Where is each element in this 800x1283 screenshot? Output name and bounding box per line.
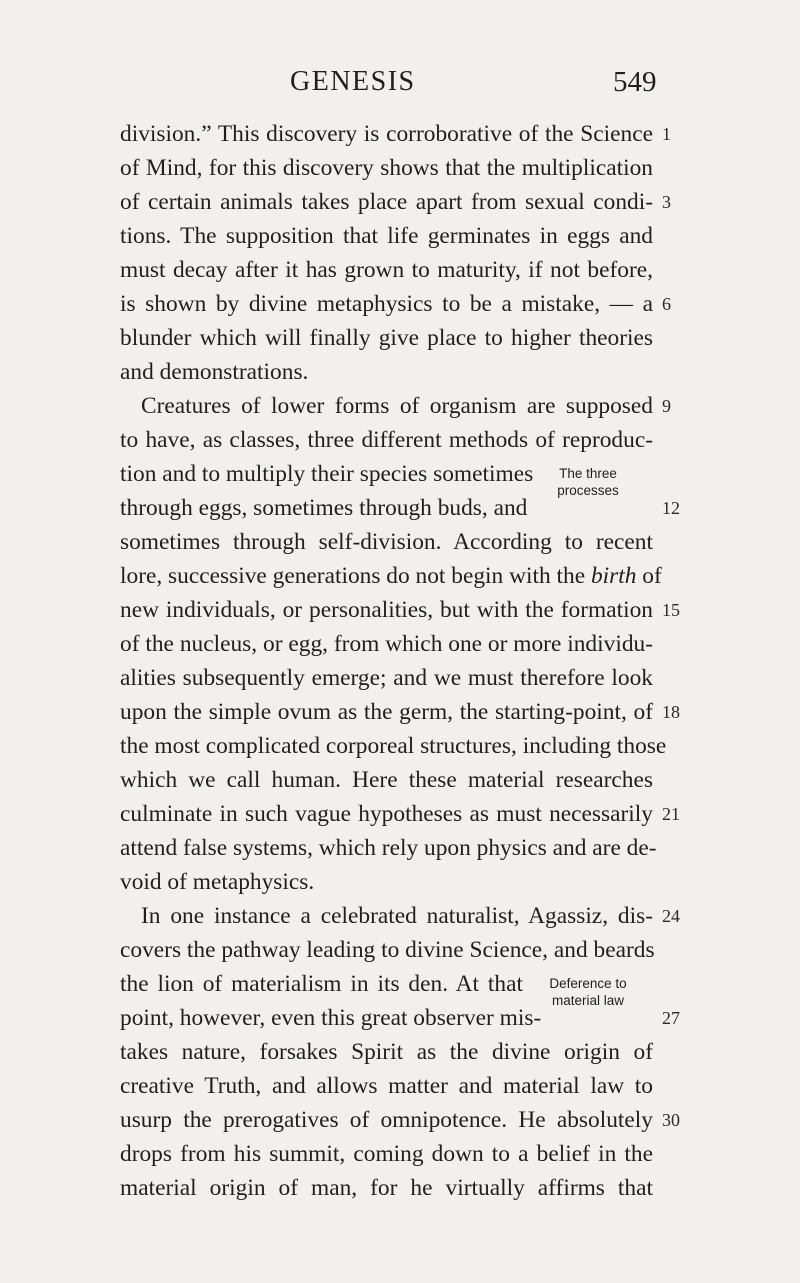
text-line-2: of Mind, for this discovery shows that the multiplication [120,155,653,181]
text-line-31: drops from his summit, coming down to a belief in the [120,1141,653,1167]
line-number: 12 [662,498,680,518]
header-title: GENESIS [290,66,416,97]
text-line-8: and demonstrations. [120,359,309,385]
text-segment: of [636,563,662,589]
text-line-11: tion and to multiply their species sometimes [120,461,534,487]
margin-note-line: processes [557,483,619,498]
line-number: 21 [662,804,680,824]
text-line-23: void of metaphysics. [120,869,315,895]
line-number: 3 [662,192,671,212]
line-number: 6 [662,294,671,314]
line-number: 24 [662,906,680,926]
running-header [0,62,800,102]
text-line-32: material origin of man, for he virtually affirms that [120,1175,653,1201]
text-line-7: blunder which will finally give place to higher theories [120,325,653,351]
margin-note-line: The three [559,466,617,481]
text-line-10: to have, as classes, three different methods of reproduc- [120,427,653,453]
line-number: 15 [662,600,680,620]
text-line-22: attend false systems, which rely upon physics and are de- [120,835,657,861]
emphasized-word: birth [590,563,637,589]
text-line-21: culminate in such vague hypotheses as must necessarily [120,801,653,827]
margin-note-line: material law [551,993,625,1008]
line-number: 18 [662,702,680,722]
text-line-17: alities subsequently emerge; and we must therefore look [120,665,653,691]
line-number: 30 [662,1110,680,1130]
text-line-29: creative Truth, and allows matter and material law to [120,1073,653,1099]
text-line-16: of the nucleus, or egg, from which one or more individu- [120,631,653,657]
text-line-3: of certain animals takes place apart from sexual condi- [120,189,653,215]
text-line-24: In one instance a celebrated naturalist, Agassiz, dis- [141,903,653,929]
text-line-27: point, however, even this great observer mis- [120,1005,542,1031]
text-line-13: sometimes through self-division. According to recent [120,529,653,555]
text-line-14 [120,559,662,593]
text-line-25: covers the pathway leading to divine Science, and beards [120,937,655,963]
text-line-1: division.” This discovery is corroborative of the Science [120,121,653,147]
line-number: 9 [662,396,671,416]
margin-note-line: Deference to [549,976,627,991]
line-number: 1 [662,124,671,144]
text-line-20: which we call human. Here these material researches [120,767,653,793]
margin-note [538,975,638,1009]
page-number: 549 [613,66,657,98]
text-line-6: is shown by divine metaphysics to be a mistake, — a [120,291,653,317]
text-line-28: takes nature, forsakes Spirit as the divine origin of [120,1039,653,1065]
text-line-19: the most complicated corporeal structures, including those [120,733,667,759]
text-line-5: must decay after it has grown to maturity, if not before, [120,257,653,283]
text-line-12: through eggs, sometimes through buds, and [120,495,528,521]
margin-note [538,465,638,499]
text-line-26: the lion of materialism in its den. At that [120,971,523,997]
text-line-18: upon the simple ovum as the germ, the starting-point, of [120,699,653,725]
text-line-15: new individuals, or personalities, but with the formation [120,597,653,623]
text-line-9: Creatures of lower forms of organism are supposed [141,393,653,419]
line-number: 27 [662,1008,680,1028]
text-line-4: tions. The supposition that life germinates in eggs and [120,223,653,249]
text-line-30: usurp the prerogatives of omnipotence. He absolutely [120,1107,653,1133]
text-segment: lore, successive generations do not begin with the [120,563,591,589]
